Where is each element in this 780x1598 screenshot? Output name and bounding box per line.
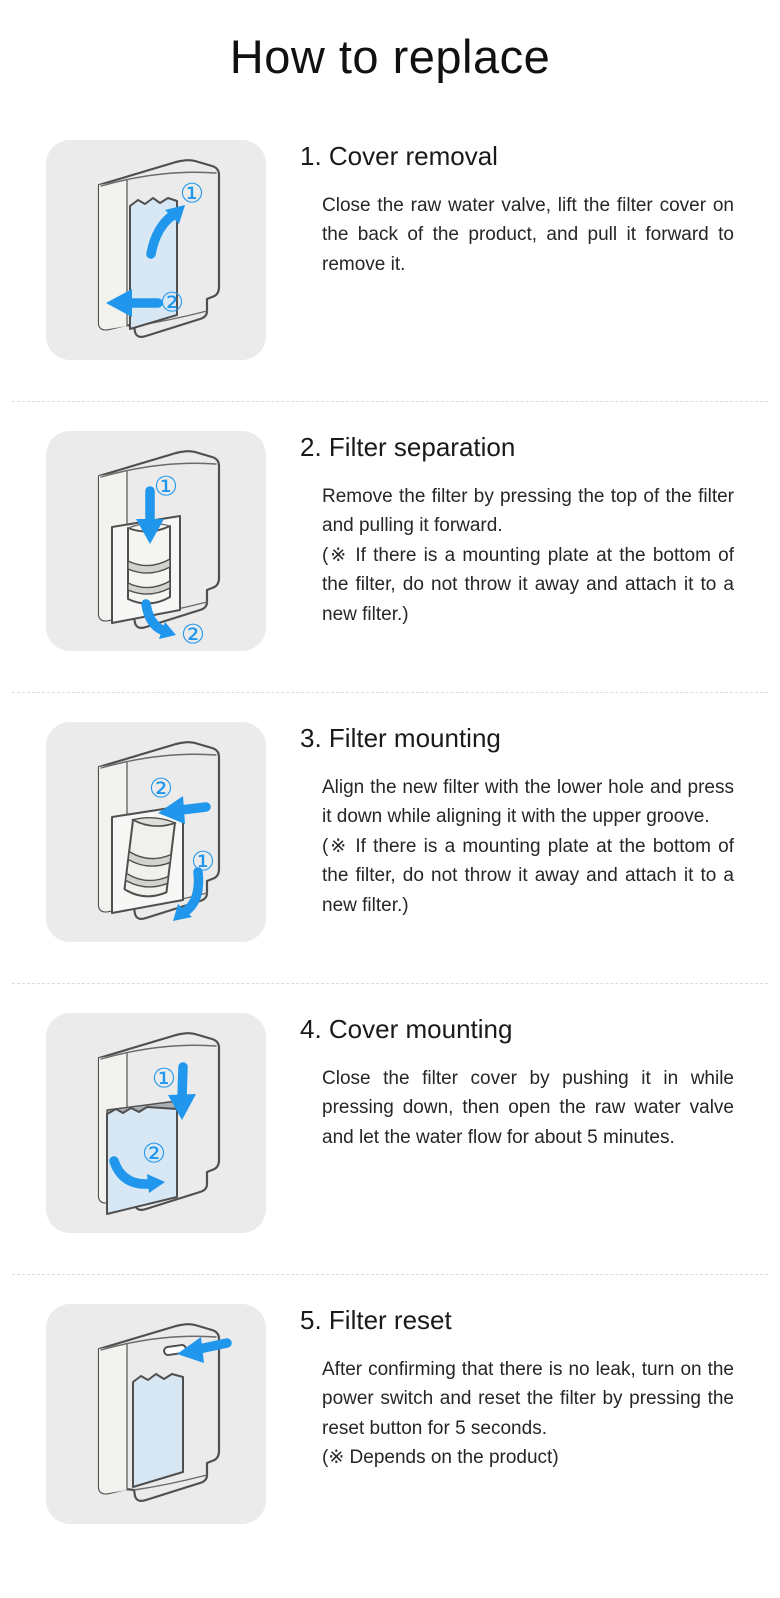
steps-list [0, 140, 780, 1524]
step-5-figure [46, 1304, 266, 1524]
step-4-marker-1: ① [151, 1063, 177, 1095]
step-2-figure [46, 431, 266, 651]
section-divider [12, 983, 768, 984]
step-3-figure [46, 722, 266, 942]
step-4-heading: 4. Cover mounting [300, 1014, 513, 1045]
step-5-section [0, 1304, 780, 1524]
step-4-content [300, 1013, 734, 1152]
step-4-figure [46, 1013, 266, 1233]
section-divider [12, 692, 768, 693]
step-1-heading: 1. Cover removal [300, 141, 498, 172]
step-5-heading: 5. Filter reset [300, 1305, 452, 1336]
step-1-paragraph: Close the raw water valve, lift the filter cover on the back of the product, and pull it forward to remove it. [322, 194, 734, 275]
section-divider [12, 1274, 768, 1275]
section-divider [12, 401, 768, 402]
step-1-content [300, 140, 734, 279]
step-2-content [300, 431, 734, 629]
step-3-body [300, 773, 734, 920]
filter-cover-panel [133, 1374, 183, 1487]
step-4-marker-2: ② [141, 1138, 167, 1170]
step-3-paragraph: Align the new filter with the lower hole and press it down while aligning it with the upper groove. [322, 776, 734, 828]
step-1-section [0, 140, 780, 360]
page-title: How to replace [229, 30, 551, 83]
step-3-marker-1: ② [148, 773, 174, 805]
step-2-body [300, 482, 734, 629]
step-5-paragraph: After confirming that there is no leak, turn on the power switch and reset the filter by pressing the reset button for 5 seconds. [322, 1358, 734, 1439]
step-5-note: (※ Depends on the product) [322, 1447, 559, 1469]
step-3-content [300, 722, 734, 920]
step-4-body [300, 1064, 734, 1152]
cover-removal-illustration-icon [46, 140, 266, 360]
filter-separation-illustration-icon [46, 431, 266, 651]
step-3-marker-2: ① [190, 846, 216, 878]
step-5-body [300, 1355, 734, 1473]
step-4-paragraph: Close the filter cover by pushing it in while pressing down, then open the raw water valve and let the water flow for about 5 minutes. [322, 1067, 734, 1148]
step-1-marker-1: ① [179, 178, 205, 210]
step-2-marker-2: ② [180, 619, 206, 651]
step-2-paragraph: Remove the filter by pressing the top of the filter and pulling it forward. [322, 485, 734, 537]
step-2-section [0, 431, 780, 651]
step-1-marker-2: ② [159, 287, 185, 319]
step-3-note: (※ If there is a mounting plate at the bottom of the filter, do not throw it away and attach it to a new filter.) [322, 835, 734, 916]
step-1-body [300, 191, 734, 279]
step-3-heading: 3. Filter mounting [300, 723, 501, 754]
filter-cartridge-tilted [124, 815, 175, 899]
cover-mounting-illustration-icon [46, 1013, 266, 1233]
step-4-section [0, 1013, 780, 1233]
step-2-marker-1: ① [153, 471, 179, 503]
step-2-note: (※ If there is a mounting plate at the bottom of the filter, do not throw it away and attach it to a new filter.) [322, 544, 734, 625]
step-3-section [0, 722, 780, 942]
filter-mounting-illustration-icon [46, 722, 266, 942]
filter-reset-illustration-icon [46, 1304, 266, 1524]
step-5-content [300, 1304, 734, 1473]
step-2-heading: 2. Filter separation [300, 432, 516, 463]
step-1-figure [46, 140, 266, 360]
